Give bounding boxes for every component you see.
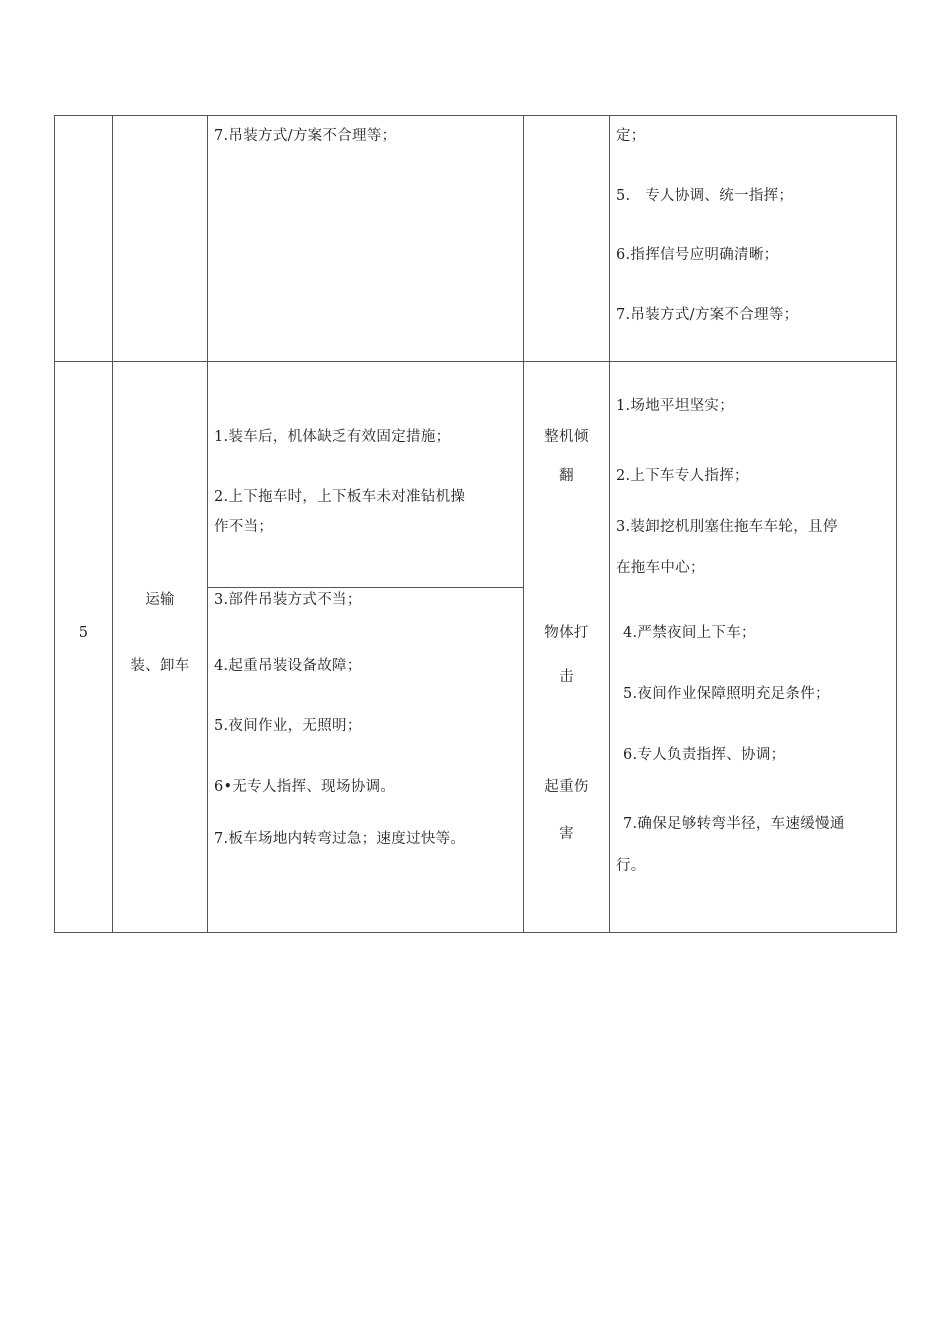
hazard-table (54, 115, 897, 933)
row1-measure-line: 6.指挥信号应明确清晰； (616, 247, 779, 263)
hazard-line: 5.夜间作业，无照明； (214, 718, 362, 734)
col-divider-3 (523, 116, 524, 933)
measure-line: 6.专人负责指挥、协调； (623, 747, 786, 763)
consequence-label: 起重伤 (544, 779, 589, 795)
consequence-label: 翻 (559, 468, 574, 484)
consequence-label: 击 (559, 669, 574, 685)
col-divider-2 (207, 116, 208, 933)
row-divider (55, 361, 897, 362)
row1-measure-line: 定； (616, 128, 646, 144)
hazard-line: 7.板车场地内转弯过急；速度过快等。 (214, 831, 466, 847)
measure-line: 行。 (616, 858, 646, 874)
row1-measure-line: 7.吊装方式/方案不合理等； (616, 307, 799, 323)
col-divider-4 (609, 116, 610, 933)
measure-line: 2.上下车专人指挥； (616, 468, 749, 484)
row1-hazard-line: 7.吊装方式/方案不合理等； (214, 128, 397, 144)
measure-line: 1.场地平坦坚实； (616, 398, 735, 414)
consequence-label: 整机倾 (544, 429, 589, 445)
row1-measure-line: 5. 专人协调、统一指挥； (616, 188, 794, 204)
measure-line: 3.装卸挖机刖塞住拖车车轮，且停 (616, 519, 838, 535)
row-number: 5 (78, 625, 89, 641)
consequence-label: 害 (559, 826, 574, 842)
hazard-line: 1.装车后，机体缺乏有效固定措施； (214, 429, 451, 445)
hazard-line: 4.起重吊装设备故障； (214, 658, 362, 674)
hazard-line: 6•无专人指挥、现场协调。 (214, 779, 396, 795)
col-divider-1 (112, 116, 113, 933)
measure-line: 7.确保足够转弯半径，车速缓慢通 (623, 816, 845, 832)
consequence-label: 物体打 (544, 625, 589, 641)
hazard-line: 3.部件吊装方式不当； (214, 592, 362, 608)
hazard-line: 2.上下拖车时，上下板车未对准钻机操 (214, 489, 466, 505)
measure-line: 4.严禁夜间上下车； (623, 625, 756, 641)
hazard-line: 作不当； (214, 519, 274, 535)
measure-line: 在拖车中心； (616, 560, 705, 576)
activity-label: 装、卸车 (130, 658, 190, 674)
activity-label: 运输 (145, 592, 175, 608)
measure-line: 5.夜间作业保障照明充足条件； (623, 686, 830, 702)
hazard-subdivider (207, 587, 523, 588)
